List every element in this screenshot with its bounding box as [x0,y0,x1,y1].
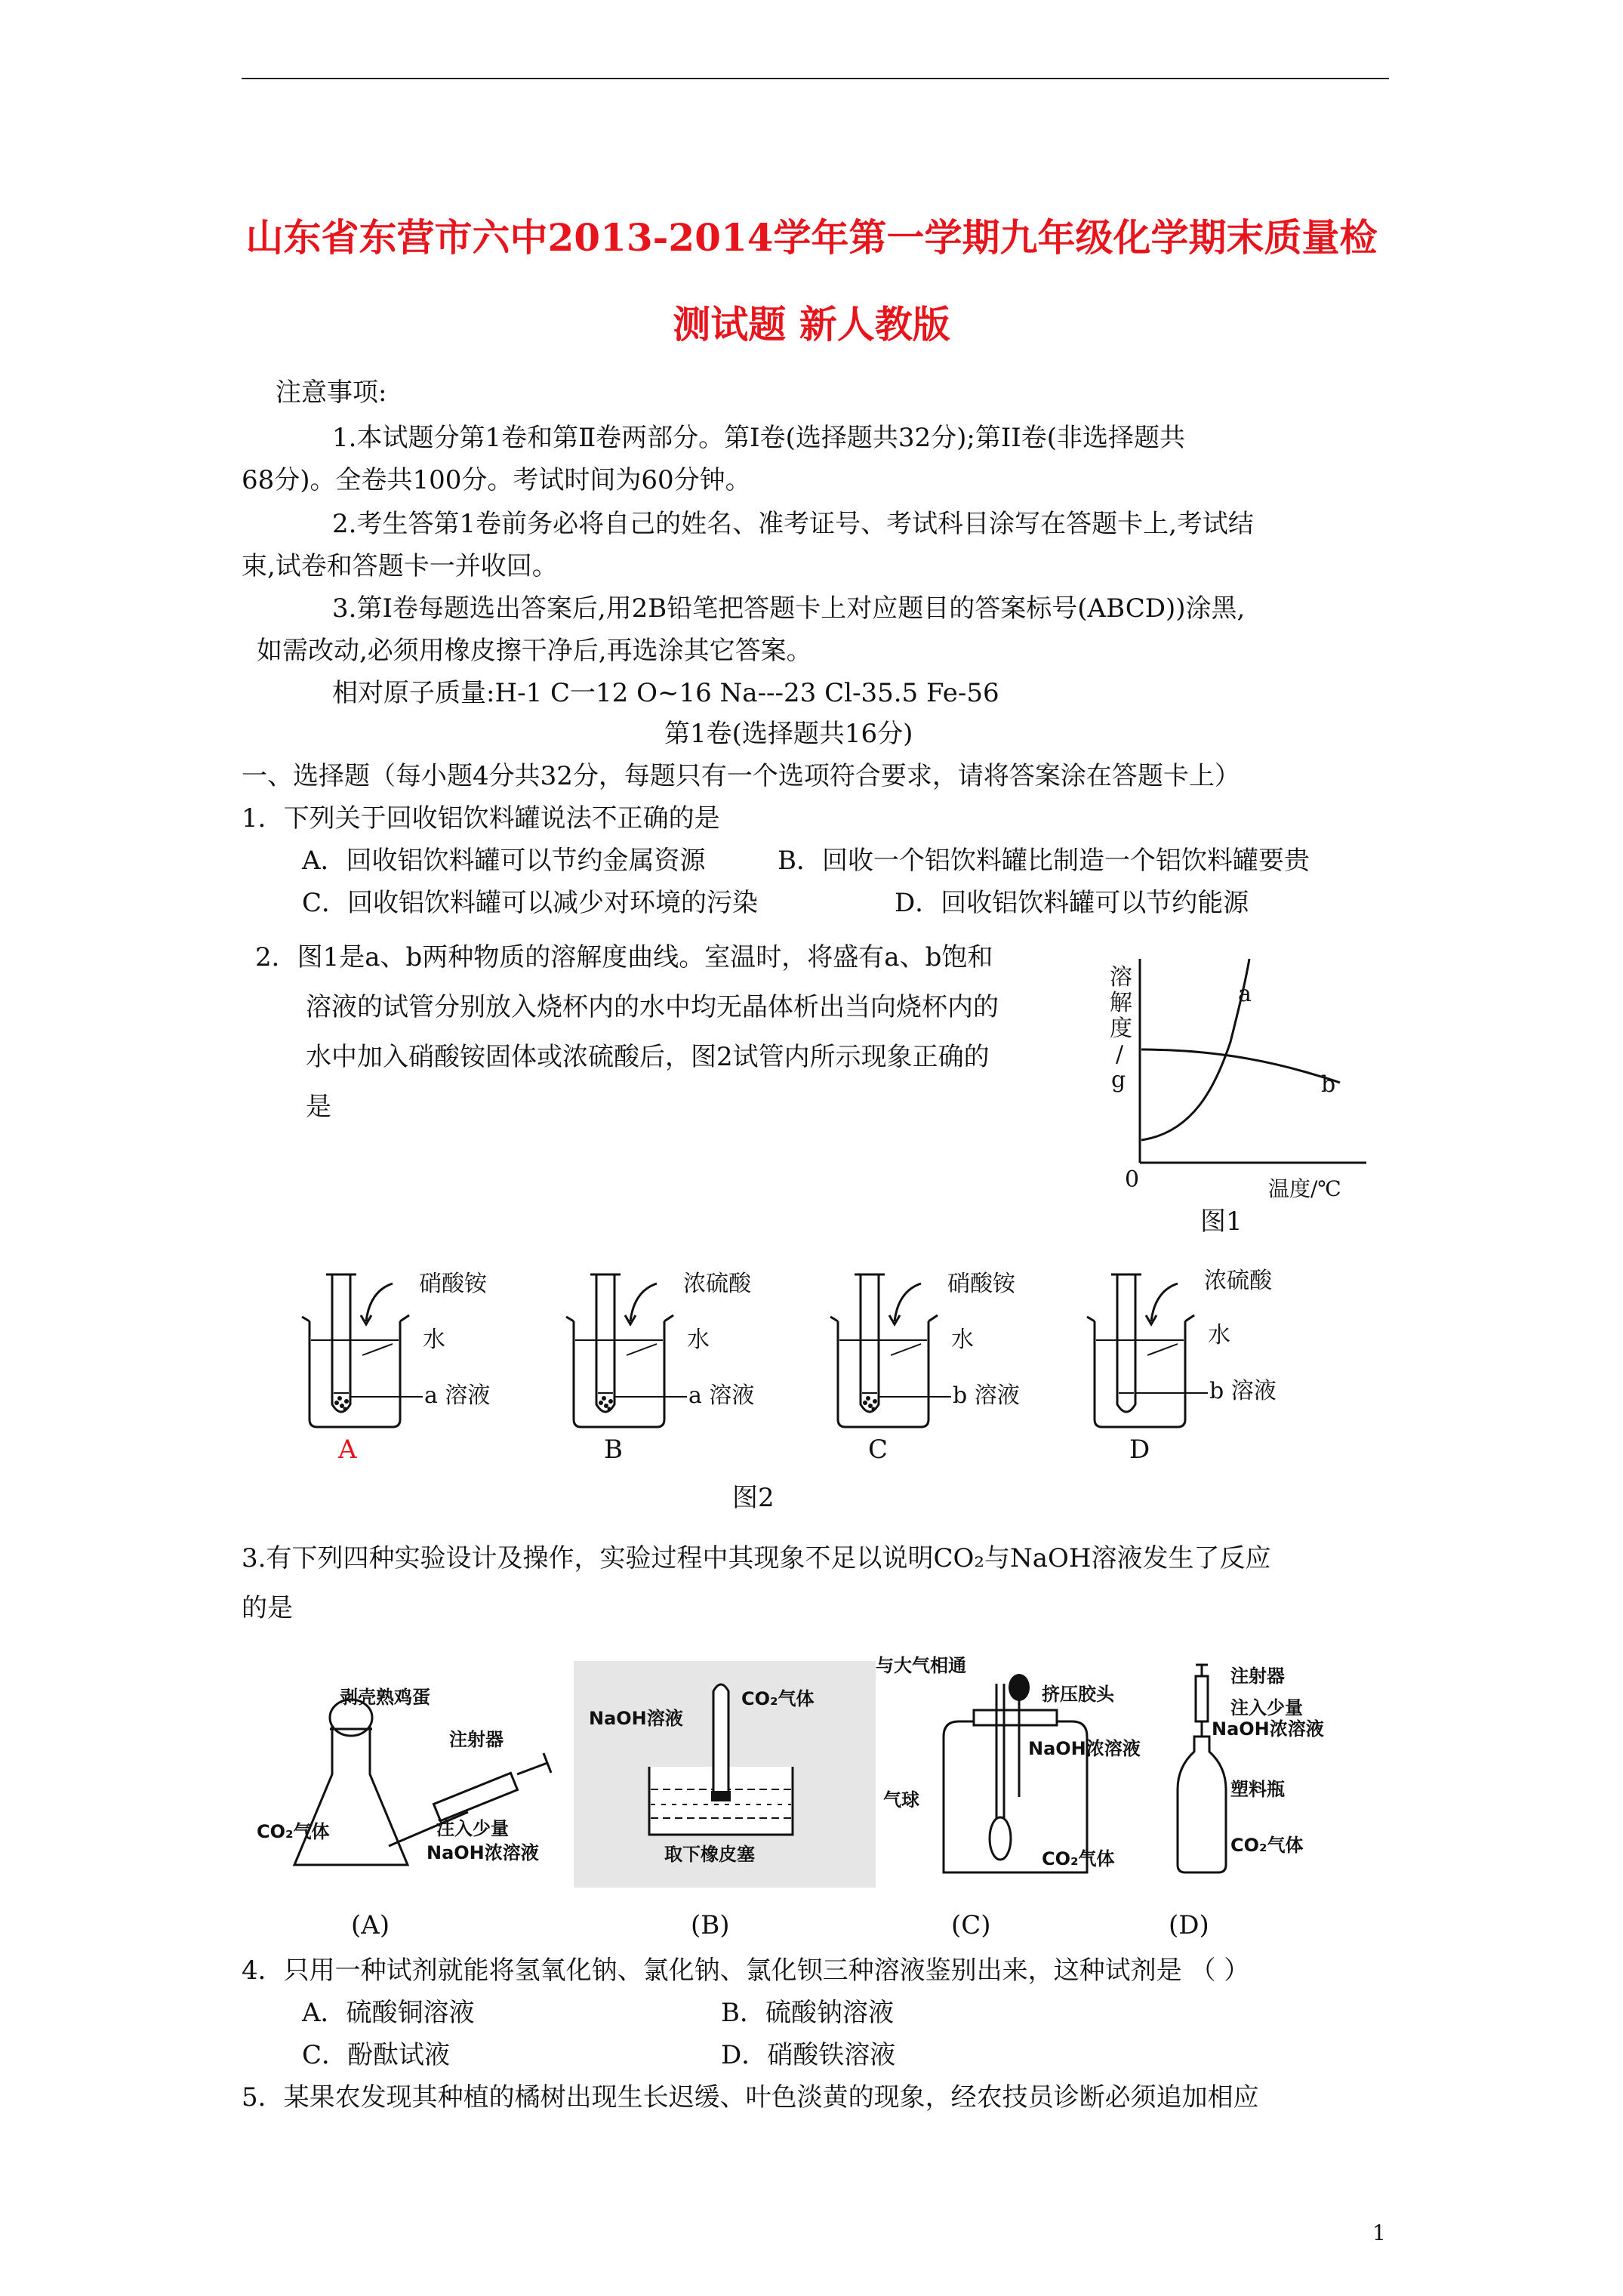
q4-stem: 4．只用一种试剂就能将氢氧化钠、氯化钠、氯化钡三种溶液鉴别出来，这种试剂是 （ ） [242,1955,1250,1986]
q3-line-2: 的是 [242,1593,293,1623]
q3a-inject2-label: NaOH浓溶液 [427,1842,539,1863]
notice-item-2a: 2.考生答第1卷前务必将自己的姓名、准考证号、考试科目涂写在答题卡上,考试结 [332,509,1254,539]
header-rule [242,78,1389,79]
beaker-b-reagent: 浓硫酸 [683,1271,751,1297]
curve-b [1141,1049,1340,1083]
q1-stem: 1．下列关于回收铝饮料罐说法不正确的是 [242,803,720,834]
beaker-d-reagent: 浓硫酸 [1204,1268,1272,1294]
beaker-b-water: 水 [687,1327,710,1353]
beaker-d-water: 水 [1208,1322,1230,1348]
q3a-egg-label: 剥壳熟鸡蛋 [340,1687,430,1708]
q4-option-b: B．硫酸钠溶液 [721,1998,894,2028]
beaker-a [302,1274,423,1427]
title-line-2: 测试题 新人教版 [673,302,950,347]
q3b-gas-label: CO₂气体 [741,1688,815,1709]
q2-line-1: 2．图1是a、b两种物质的溶解度曲线。室温时，将盛有a、b饱和 [255,942,993,972]
title-line-1: 山东省东营市六中2013-2014学年第一学期九年级化学期末质量检 [245,215,1378,260]
notice-item-1b: 68分)。全卷共100分。考试时间为60分钟。 [242,465,751,495]
page-number: 1 [1372,2220,1386,2245]
beaker-c-water: 水 [951,1327,974,1353]
fig1-ylabel-1: 溶 [1110,964,1132,991]
fig1-ylabel-5: g [1111,1067,1126,1093]
q3d-syringe-label: 注射器 [1230,1666,1285,1687]
q3c-air-label: 与大气相通 [876,1655,966,1676]
q3a-gas-label: CO₂气体 [257,1821,330,1842]
beaker-b [566,1274,687,1427]
fig1-caption: 图1 [1200,1207,1243,1237]
q4-option-c: C．酚酞试液 [302,2040,451,2070]
q3c-letter: (C) [951,1910,991,1940]
beaker-a-solution: a 溶液 [424,1382,491,1409]
beaker-a-letter: A [338,1435,357,1465]
q3d-bottle-label: 塑料瓶 [1230,1779,1285,1800]
q3a-syringe-label: 注射器 [449,1729,504,1750]
q3c-gas-label: CO₂气体 [1042,1848,1115,1869]
section-heading: 第1卷(选择题共16分) [664,719,913,749]
beaker-b-letter: B [604,1435,623,1465]
q3-line-1: 3.有下列四种实验设计及操作，实验过程中其现象不足以说明CO₂与NaOH溶液发生了反应 [242,1543,1271,1573]
q3c-balloon-label: 气球 [883,1789,919,1811]
q3d-inject1-label: 注入少量 [1230,1697,1303,1718]
q3c-dropper-label: 挤压胶头 [1042,1684,1114,1705]
q1-option-a: A．回收铝饮料罐可以节约金属资源 [302,846,706,876]
section-instruction: 一、选择题（每小题4分共32分，每题只有一个选项符合要求，请将答案涂在答题卡上） [242,761,1240,791]
fig1-ylabel-2: 解 [1110,990,1132,1016]
beaker-c [830,1274,951,1427]
beaker-a-water: 水 [423,1327,445,1353]
fig1-curve-b-label: b [1321,1071,1336,1098]
fig1-ylabel-3: 度 [1110,1015,1132,1042]
notice-heading: 注意事项: [276,378,387,408]
notice-item-2b: 束,试卷和答题卡一并收回。 [242,551,558,581]
q3d-inject2-label: NaOH浓溶液 [1212,1718,1324,1740]
q3b-letter: (B) [691,1910,730,1940]
q2-line-3: 水中加入硝酸铵固体或浓硫酸后，图2试管内所示现象正确的 [306,1042,990,1072]
notice-item-1a: 1.本试题分第1卷和第Ⅱ卷两部分。第Ⅰ卷(选择题共32分);第ⅠⅠ卷(非选择题共 [332,423,1185,453]
fig1-ylabel-4: / [1116,1041,1124,1068]
q1-option-b: B．回收一个铝饮料罐比制造一个铝饮料罐要贵 [778,846,1310,876]
q3a-letter: (A) [351,1910,390,1940]
beaker-d-solution: b 溶液 [1209,1378,1277,1404]
notice-item-3a: 3.第Ⅰ卷每题选出答案后,用2B铅笔把答题卡上对应题目的答案标号(ABCD))涂黑, [332,593,1246,624]
q3b-naoh-label: NaOH溶液 [589,1708,683,1729]
fig1-origin: 0 [1125,1166,1140,1193]
q2-line-2: 溶液的试管分别放入烧杯内的水中均无晶体析出当向烧杯内的 [306,992,999,1022]
beaker-c-solution: b 溶液 [953,1382,1020,1409]
beaker-c-reagent: 硝酸铵 [947,1271,1015,1297]
fig1-curve-a-label: a [1238,981,1252,1007]
q3b-stopper-label: 取下橡皮塞 [664,1844,755,1865]
notice-item-3b: 如需改动,必须用橡皮擦干净后,再选涂其它答案。 [257,636,812,666]
q2-line-4: 是 [306,1092,331,1122]
q4-option-d: D．硝酸铁溶液 [721,2040,896,2070]
q1-option-c: C．回收铝饮料罐可以减少对环境的污染 [302,888,759,918]
beaker-b-solution: a 溶液 [688,1382,755,1409]
q1-option-d: D．回收铝饮料罐可以节约能源 [895,888,1249,918]
beaker-a-reagent: 硝酸铵 [419,1271,487,1297]
q3d-gas-label: CO₂气体 [1230,1835,1304,1856]
q3c-naoh-label: NaOH浓溶液 [1028,1738,1141,1759]
q5-stem: 5．某果农发现其种植的橘树出现生长迟缓、叶色淡黄的现象，经农技员诊断必须追加相应 [242,2082,1259,2113]
atomic-mass: 相对原子质量:H-1 C一12 O~16 Na---23 Cl-35.5 Fe-56 [332,678,999,708]
fig2-caption: 图2 [732,1483,775,1513]
q4-option-a: A．硫酸铜溶液 [302,1998,475,2028]
beaker-c-letter: C [868,1435,888,1465]
q3a-inject1-label: 注入少量 [436,1818,509,1839]
q3d-letter: (D) [1169,1910,1209,1940]
beaker-d-letter: D [1129,1435,1150,1465]
fig1-xlabel: 温度/℃ [1268,1176,1341,1201]
beaker-d [1087,1274,1208,1427]
